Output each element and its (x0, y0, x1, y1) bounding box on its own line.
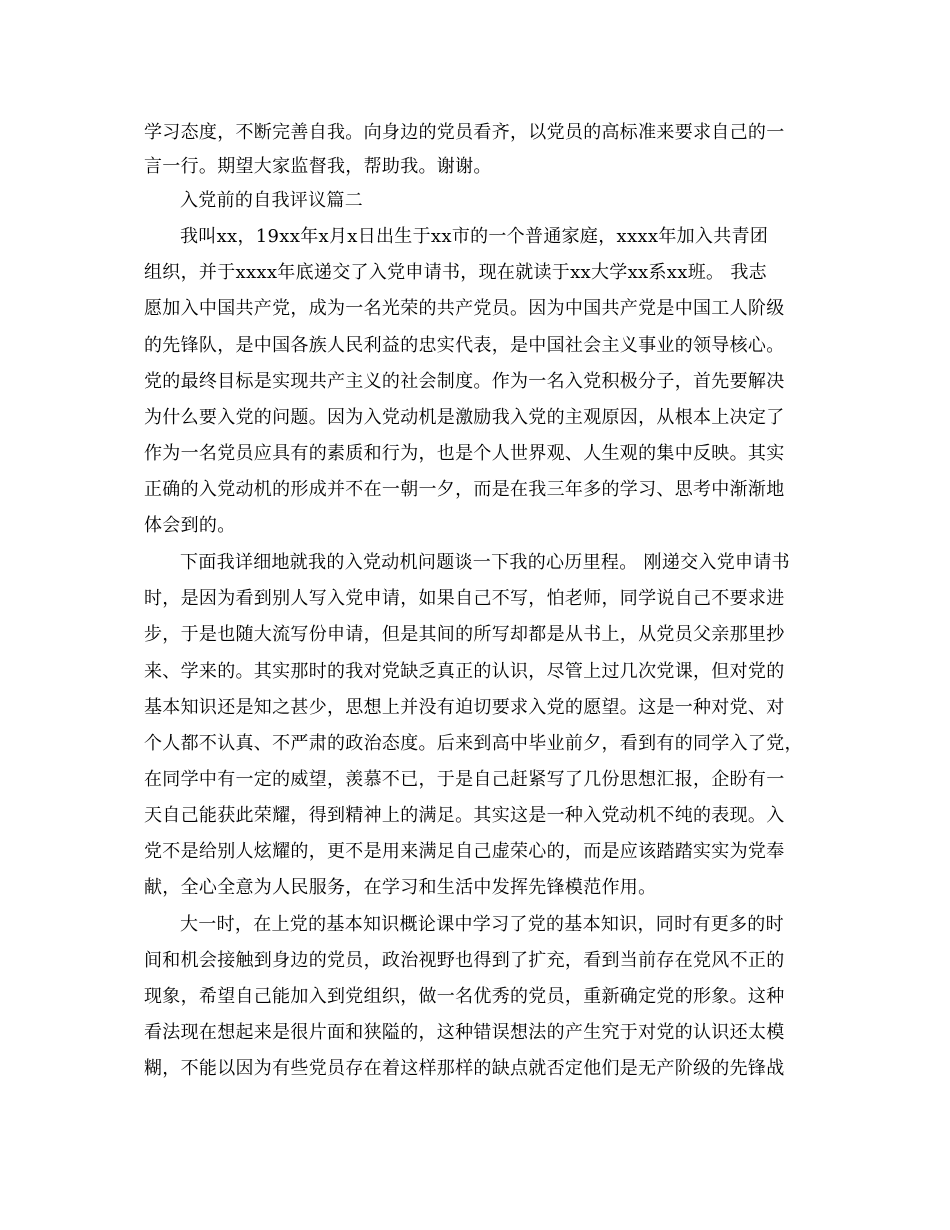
paragraph-line: 组织，并于xxxx年底递交了入党申请书，现在就读于xx大学xx系xx班。 我志 (144, 262, 767, 283)
paragraph-line: 糊，不能以因为有些党员存在着这样那样的缺点就否定他们是无产阶级的先锋战 (144, 1058, 785, 1079)
paragraph-line: 党不是给别人炫耀的，更不是用来满足自己虚荣心的，而是应该踏踏实实为党奉 (144, 841, 785, 862)
paragraph-line: 看法现在想起来是很片面和狭隘的，这种错误想法的产生究于对党的认识还太模 (144, 1022, 785, 1043)
section-heading: 入党前的自我评议篇二 (180, 190, 363, 211)
paragraph-line: 愿加入中国共产党，成为一名光荣的共产党员。因为中国共产党是中国工人阶级 (144, 298, 785, 319)
paragraph-line: 基本知识还是知之甚少，思想上并没有迫切要求入党的愿望。这是一种对党、对 (144, 697, 785, 718)
paragraph-line: 天自己能获此荣耀，得到精神上的满足。其实这是一种入党动机不纯的表现。入 (144, 805, 785, 826)
paragraph-line: 体会到的。 (144, 515, 236, 536)
paragraph-line: 现象，希望自己能加入到党组织，做一名优秀的党员，重新确定党的形象。这种 (144, 986, 785, 1007)
paragraph-line: 为什么要入党的问题。因为入党动机是激励我入党的主观原因，从根本上决定了 (144, 407, 785, 428)
paragraph-line: 党的最终目标是实现共产主义的社会制度。作为一名入党积极分子，首先要解决 (144, 371, 785, 392)
paragraph-line: 大一时，在上党的基本知识概论课中学习了党的基本知识，同时有更多的时 (180, 914, 784, 935)
paragraph-line: 言一行。期望大家监督我，帮助我。谢谢。 (144, 156, 492, 177)
paragraph-line: 步，于是也随大流写份申请，但是其间的所写却都是从书上，从党员父亲那里抄 (144, 624, 785, 645)
paragraph-line: 下面我详细地就我的入党动机问题谈一下我的心历里程。 刚递交入党申请书 (180, 552, 790, 573)
paragraph-line: 个人都不认真、不严肃的政治态度。后来到高中毕业前夕，看到有的同学入了党， (144, 733, 803, 754)
paragraph-line: 时，是因为看到别人写入党申请，如果自己不写，怕老师，同学说自己不要求进 (144, 588, 785, 609)
paragraph-line: 作为一名党员应具有的素质和行为，也是个人世界观、人生观的集中反映。其实 (144, 443, 785, 464)
paragraph-line: 间和机会接触到身边的党员，政治视野也得到了扩充，看到当前存在党风不正的 (144, 950, 785, 971)
paragraph-line: 正确的入党动机的形成并不在一朝一夕，而是在我三年多的学习、思考中渐渐地 (144, 479, 785, 500)
paragraph-line: 学习态度，不断完善自我。向身边的党员看齐，以党员的高标准来要求自己的一 (144, 122, 785, 143)
paragraph-line: 来、学来的。其实那时的我对党缺乏真正的认识，尽管上过几次党课，但对党的 (144, 661, 785, 682)
paragraph-line: 献，全心全意为人民服务，在学习和生活中发挥先锋模范作用。 (144, 877, 657, 898)
paragraph-line: 我叫xx，19xx年x月x日出生于xx市的一个普通家庭，xxxx年加入共青团 (180, 226, 769, 247)
paragraph-line: 在同学中有一定的威望，羡慕不已，于是自己赶紧写了几份思想汇报，企盼有一 (144, 769, 785, 790)
paragraph-line: 的先锋队，是中国各族人民利益的忠实代表，是中国社会主义事业的领导核心。 (144, 335, 785, 356)
